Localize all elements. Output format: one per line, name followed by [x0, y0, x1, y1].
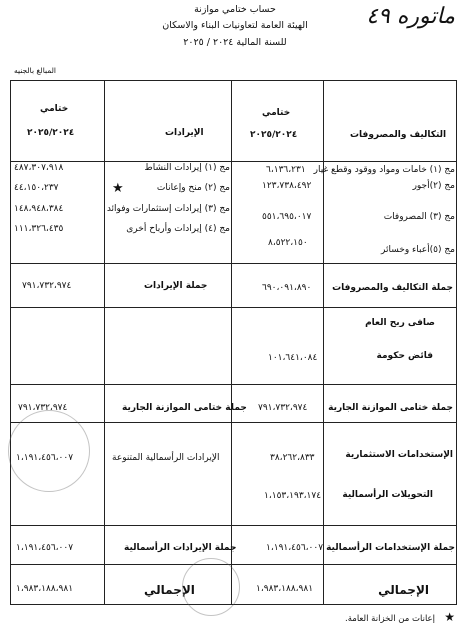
right-amount-header-2: ٢٠٢٥/٢٠٢٤	[250, 130, 298, 140]
capital-revenues-various-amount: ١،١٩١،٤٥٦،٠٠٧	[16, 453, 74, 463]
costs-header: التكاليف والمصروفات	[350, 130, 447, 140]
gov-surplus-amount: ١٠١،٦٤١،٠٨٤	[268, 353, 318, 363]
total-revenues-amount: ٧٩١،٧٣٢،٩٧٤	[22, 281, 72, 291]
capital-transfers-label: التحويلات الرأسمالية	[342, 490, 433, 500]
investment-uses-amount: ٣٨،٢٦٢،٨٣٣	[270, 453, 315, 463]
revenue-item-amount: ٤٤،١٥٠،٢٣٧	[14, 183, 59, 193]
total-capital-revenues-amount: ١،١٩١،٤٥٦،٠٠٧	[16, 543, 74, 553]
star-icon: ★	[112, 181, 124, 196]
cost-item-amount: ٥٥١،٦٩٥،٠١٧	[262, 212, 312, 222]
current-budget-revenues-label: جملة ختامى الموازنة الجارية	[122, 403, 247, 413]
total-capital-uses-label: جملة الإستخدامات الرأسمالية	[326, 543, 455, 553]
cost-item-amount: ٦،١٣٦،٢٣١	[266, 165, 306, 175]
total-costs-amount: ٦٩٠،٠٩١،٨٩٠	[262, 283, 312, 293]
current-budget-costs-amount: ٧٩١،٧٣٢،٩٧٤	[258, 403, 308, 413]
revenue-item-amount: ١٤٨،٩٤٨،٣٨٤	[14, 204, 64, 214]
cost-item-label: مج (٣) المصروفات	[383, 212, 455, 222]
statement-table	[10, 80, 457, 605]
revenue-item-amount: ١١١،٣٢٦،٤٣٥	[14, 224, 64, 234]
investment-uses-label: الإستخدامات الاستثمارية	[345, 450, 453, 460]
footnote: إعانات من الخزانة العامة.	[345, 614, 435, 624]
cost-item-label: مج (٥)أعباء وخسائر	[381, 245, 455, 255]
unit-label: المبالغ بالجنيه	[14, 66, 56, 75]
revenue-item-label: مج (٢) منح وإعانات	[156, 183, 230, 193]
cost-item-amount: ١٢٣،٧٣٨،٤٩٢	[262, 181, 312, 191]
header-line3: للسنة المالية ٢٠٢٤ / ٢٠٢٥	[183, 37, 287, 48]
stamp-seal	[8, 410, 90, 492]
stamp-seal	[182, 558, 240, 616]
total-capital-uses-amount: ١،١٩١،٤٥٦،٠٠٧	[266, 543, 324, 553]
left-amount-header-1: ختامي	[40, 104, 69, 114]
cost-item-label: مج (١) خامات ومواد ووقود وقطع غيار	[313, 165, 455, 175]
gov-surplus-label: فائض حكومة	[376, 351, 433, 361]
grand-total-right-amount: ١،٩٨٣،١٨٨،٩٨١	[256, 584, 314, 594]
capital-revenues-various-label: الإيرادات الرأسمالية المتنوعة	[112, 453, 220, 463]
grand-total-left-amount: ١،٩٨٣،١٨٨،٩٨١	[16, 584, 74, 594]
cost-item-label: مج (٢)أجور	[412, 181, 455, 191]
revenue-item-label: مج (٣) إيرادات إستثمارات وفوائد	[106, 204, 230, 214]
row-divider-totals	[11, 307, 456, 308]
handwritten-note: ماتوره ٤٩	[366, 4, 455, 29]
header-line1: حساب ختامي موازنة	[194, 4, 276, 15]
cost-item-amount: ٨،٥٢٢،١٥٠	[268, 238, 308, 248]
grand-total-right-label: الإجمالي	[378, 583, 429, 597]
capital-transfers-amount: ١،١٥٣،١٩٣،١٧٤	[264, 491, 322, 501]
row-divider-header	[11, 161, 456, 162]
right-amount-header-1: ختامي	[262, 108, 291, 118]
row-divider-capital-total	[11, 564, 456, 565]
total-revenues-label: جملة الإيرادات	[144, 281, 208, 291]
total-costs-label: جملة التكاليف والمصروفات	[332, 283, 453, 293]
revenue-item-label: مج (١) إيرادات النشاط	[144, 163, 230, 173]
current-budget-revenues-amount: ٧٩١،٧٣٢،٩٧٤	[18, 403, 68, 413]
grand-total-left-label: الإجمالي	[144, 583, 195, 597]
row-divider-surplus	[11, 384, 456, 385]
revenue-item-label: مج (٤) إيرادات وأرباح أخرى	[126, 224, 230, 234]
row-divider-items	[11, 263, 456, 264]
total-capital-revenues-label: جملة الإيرادات الرأسمالية	[124, 543, 237, 553]
current-budget-costs-label: جملة ختامى الموازنة الجارية	[328, 403, 453, 413]
footnote-star-icon: ★	[444, 610, 455, 624]
revenue-item-amount: ٤٨٧،٣٠٧،٩١٨	[14, 163, 64, 173]
left-amount-header-2: ٢٠٢٥/٢٠٢٤	[27, 128, 75, 138]
row-divider-capital	[11, 525, 456, 526]
revenues-header: الإيرادات	[165, 128, 204, 138]
net-profit-label: صافى ربح العام	[365, 318, 435, 328]
header-line2: الهيئة العامة لتعاونيات البناء والاسكان	[162, 20, 308, 31]
